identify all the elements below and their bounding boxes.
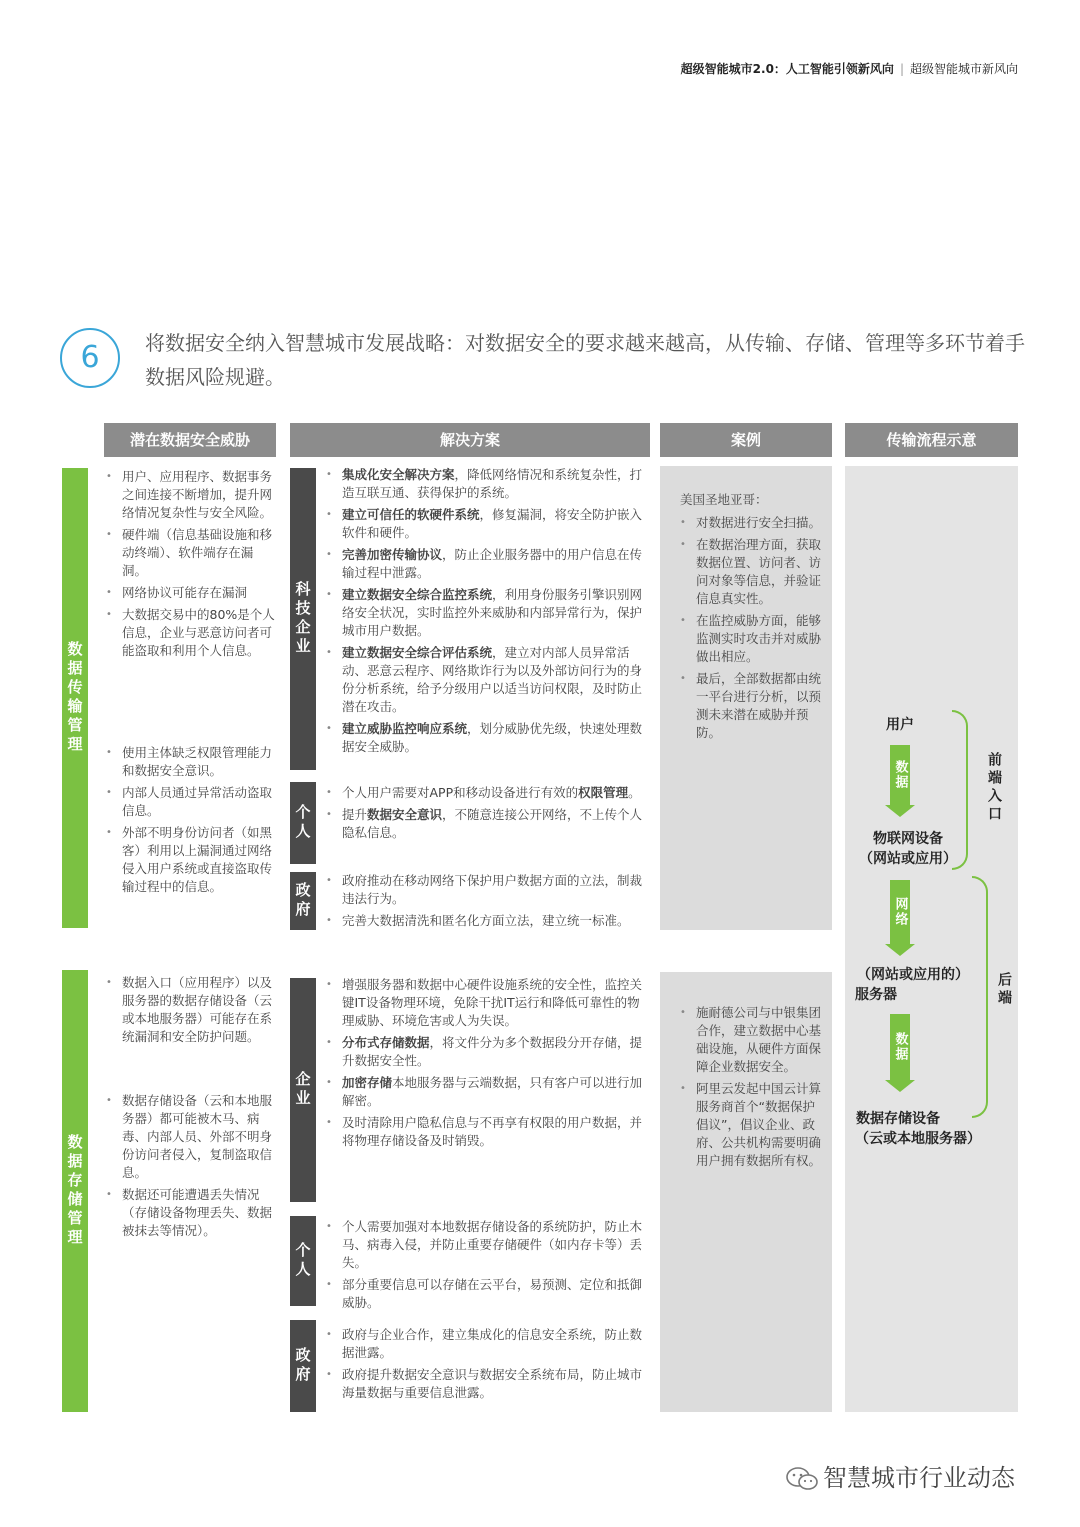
transmission-threats-2 (102, 744, 276, 900)
list-item: • 施耐德公司与中银集团合作，建立数据中心基础设施，从硬件方面保障企业数据安全。 (676, 1004, 826, 1076)
col-head-solutions: 解决方案 (290, 423, 650, 457)
group-gov: 政府 (290, 872, 316, 930)
list-item: • 个人用户需要对APP和移动设备进行有效的权限管理。 (322, 784, 650, 802)
col-head-threats: 潜在数据安全威胁 (104, 423, 276, 457)
list-item: • 政府推动在移动网络下保护用户数据方面的立法，制裁违法行为。 (322, 872, 650, 908)
section-title: 将数据安全纳入智慧城市发展战略：对数据安全的要求越来越高，从传输、存储、管理等多环节着手数据风险规避。 (145, 331, 1025, 389)
list-item: • 用户、应用程序、数据事务之间连接不断增加，提升网络情况复杂性与安全风险。 (102, 468, 276, 522)
flow-panel (845, 466, 1018, 1412)
brace-back (972, 876, 988, 1118)
header-subtitle: 超级智能城市新风向 (909, 62, 1018, 76)
group-person-2: 个人 (290, 1216, 316, 1306)
flow-iot: 物联网设备 (873, 831, 943, 847)
gov-solutions-2 (322, 1326, 650, 1406)
list-item: • 数据存储设备（云和本地服务器）都可能被木马、病毒、内部人员、外部不明身份访问者侵入，复制盗取信息。 (102, 1092, 276, 1182)
list-item: • 阿里云发起中国云计算服务商首个“数据保护倡议”，倡议企业、政府、公共机构需要明确用户拥有数据所有权。 (676, 1080, 826, 1170)
list-item: • 政府提升数据安全意识与数据安全系统布局，防止城市海量数据与重要信息泄露。 (322, 1366, 650, 1402)
wechat-icon (785, 1466, 819, 1492)
case-intro: 美国圣地亚哥： (680, 492, 768, 507)
transmission-cases (676, 514, 826, 746)
list-item: • 提升数据安全意识，不随意连接公开网络，不上传个人隐私信息。 (322, 806, 650, 842)
list-item: • 网络协议可能存在漏洞 (102, 584, 276, 602)
label-transmission: 数据传输管理 (62, 468, 88, 928)
transmission-threats (102, 468, 276, 664)
enterprise-solutions (322, 976, 650, 1154)
person-solutions-2 (322, 1218, 650, 1316)
col-head-flow: 传输流程示意 (845, 423, 1018, 457)
list-item: • 分布式存储数据，将文件分为多个数据段分开存储，提升数据安全性。 (322, 1034, 650, 1070)
gov-solutions (322, 872, 650, 934)
flow-arrow-data-2: 数据 (890, 1014, 910, 1080)
list-item: • 最后，全部数据都由统一平台进行分析，以预测未来潜在威胁并预防。 (676, 670, 826, 742)
list-item: • 在数据治理方面，获取数据位置、访问者、访问对象等信息，并验证信息真实性。 (676, 536, 826, 608)
list-item: • 数据还可能遭遇丢失情况（存储设备物理丢失、数据被抹去等情况）。 (102, 1186, 276, 1240)
list-item: • 数据入口（应用程序）以及服务器的数据存储设备（云或本地服务器）可能存在系统漏洞和安全防护问题。 (102, 974, 276, 1046)
list-item: • 建立威胁监控响应系统，划分威胁优先级，快速处理数据安全威胁。 (322, 720, 650, 756)
list-item: • 内部人员通过异常活动盗取信息。 (102, 784, 276, 820)
list-item: • 建立数据安全综合监控系统，利用身份服务引擎识别网络安全状况，实时监控外来威胁和内部异常行为，保护城市用户数据。 (322, 586, 650, 640)
group-tech: 科技企业 (290, 468, 316, 770)
person-solutions (322, 784, 650, 846)
list-item: • 集成化安全解决方案，降低网络情况和系统复杂性，打造互联互通、获得保护的系统。 (322, 466, 650, 502)
storage-threats-2 (102, 1092, 276, 1244)
list-item: • 使用主体缺乏权限管理能力和数据安全意识。 (102, 744, 276, 780)
storage-threats (102, 974, 276, 1050)
section-number: 6 (60, 328, 120, 388)
header-title: 超级智能城市2.0：人工智能引领新风向 (680, 62, 894, 76)
list-item: • 建立数据安全综合评估系统，建立对内部人员异常活动、恶意云程序、网络欺诈行为以及外部访问行为的身份分析系统，给予分级用户以适当访问权限，及时防止潜在攻击。 (322, 644, 650, 716)
list-item: • 部分重要信息可以存储在云平台，易预测、定位和抵御威胁。 (322, 1276, 650, 1312)
list-item: • 个人需要加强对本地数据存储设备的系统防护，防止木马、病毒入侵，并防止重要存储硬件（如内存卡等）丢失。 (322, 1218, 650, 1272)
flow-iot-sub: （网站或应用） (859, 851, 957, 867)
tech-solutions (322, 466, 650, 760)
group-gov-2: 政府 (290, 1320, 316, 1412)
running-header: 超级智能城市2.0：人工智能引领新风向 | 超级智能城市新风向 (680, 62, 1018, 76)
list-item: • 大数据交易中的80%是个人信息，企业与恶意访问者可能盗取和利用个人信息。 (102, 606, 276, 660)
footer-text: 智慧城市行业动态 (823, 1464, 1015, 1492)
col-head-cases: 案例 (660, 423, 832, 457)
flow-arrow-data: 数据 (890, 745, 910, 805)
flow-arrow-network: 网络 (890, 880, 910, 944)
label-storage: 数据存储管理 (62, 970, 88, 1412)
flow-storage: 数据存储设备 (856, 1111, 940, 1127)
storage-cases (676, 1004, 826, 1174)
flow-storage-sub: （云或本地服务器） (855, 1131, 981, 1147)
list-item: • 对数据进行安全扫描。 (676, 514, 826, 532)
list-item: • 加密存储本地服务器与云端数据，只有客户可以进行加解密。 (322, 1074, 650, 1110)
flow-server-sub: （网站或应用的） (857, 967, 969, 983)
group-enterprise: 企业 (290, 978, 316, 1202)
list-item: • 完善大数据清洗和匿名化方面立法，建立统一标准。 (322, 912, 650, 930)
list-item: • 及时清除用户隐私信息与不再享有权限的用户数据，并将物理存储设备及时销毁。 (322, 1114, 650, 1150)
list-item: • 外部不明身份访问者（如黑客）利用以上漏洞通过网络侵入用户系统或直接盗取传输过程中的信息。 (102, 824, 276, 896)
brace-front (952, 710, 968, 870)
list-item: • 增强服务器和数据中心硬件设施系统的安全性，监控关键IT设备物理环境，免除干扰IT运行和降低可靠性的物理威胁、环境危害或人为失误。 (322, 976, 650, 1030)
list-item: • 在监控威胁方面，能够监测实时攻击并对威胁做出相应。 (676, 612, 826, 666)
label-back: 后端 (996, 972, 1012, 1008)
list-item: • 硬件端（信息基础设施和移动终端）、软件端存在漏洞。 (102, 526, 276, 580)
flow-server: 服务器 (855, 987, 897, 1003)
label-front: 前端入口 (986, 752, 1002, 824)
list-item: • 政府与企业合作，建立集成化的信息安全系统，防止数据泄露。 (322, 1326, 650, 1362)
group-person: 个人 (290, 782, 316, 864)
list-item: • 完善加密传输协议，防止企业服务器中的用户信息在传输过程中泄露。 (322, 546, 650, 582)
footer-watermark (785, 1458, 1015, 1493)
list-item: • 建立可信任的软硬件系统，修复漏洞，将安全防护嵌入软件和硬件。 (322, 506, 650, 542)
flow-user: 用户 (886, 717, 914, 733)
